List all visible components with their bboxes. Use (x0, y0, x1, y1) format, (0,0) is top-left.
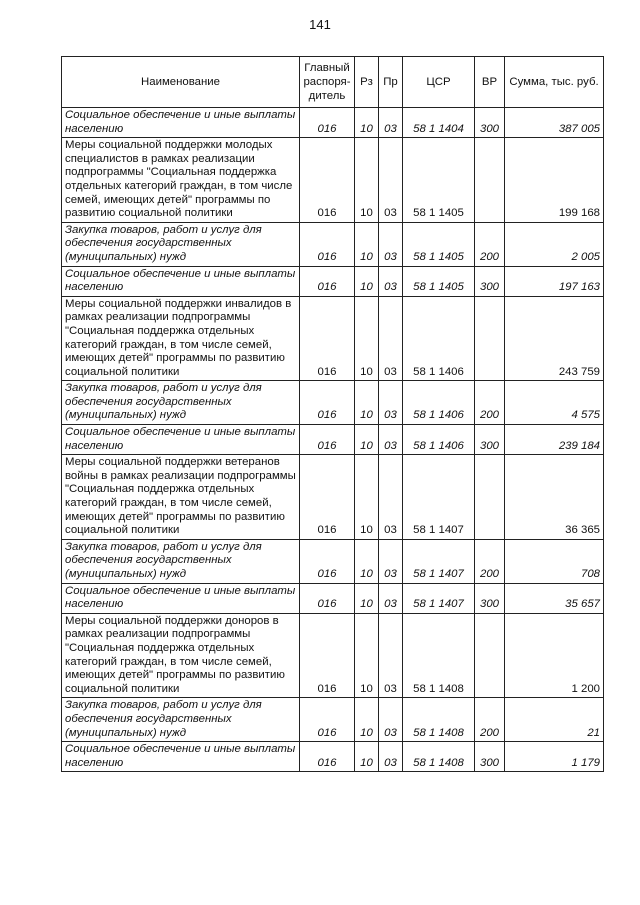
header-admin: Главный распоря-дитель (300, 57, 355, 108)
cell-sum: 36 365 (505, 455, 604, 540)
cell-pr: 03 (379, 613, 403, 698)
cell-rz: 10 (355, 296, 379, 381)
cell-vr (475, 455, 505, 540)
cell-csr: 58 1 1406 (403, 381, 475, 425)
cell-name: Меры социальной поддержки доноров в рамках реализации подпрограммы "Социальная поддержка отдельных категорий граждан, в том числе семей, имеющих детей" программы по развитию социальной политики (62, 613, 300, 698)
cell-rz: 10 (355, 222, 379, 266)
cell-pr: 03 (379, 583, 403, 613)
cell-vr (475, 613, 505, 698)
cell-sum: 199 168 (505, 138, 604, 223)
cell-name: Меры социальной поддержки инвалидов в рамках реализации подпрограммы "Социальная поддержка отдельных категорий граждан, в том числе семей, имеющих детей" программы по развитию социальной политики (62, 296, 300, 381)
cell-name: Закупка товаров, работ и услуг для обеспечения государственных (муниципальных) нужд (62, 539, 300, 583)
cell-csr: 58 1 1408 (403, 742, 475, 772)
cell-name: Социальное обеспечение и иные выплаты населению (62, 108, 300, 138)
table-row (62, 138, 604, 223)
cell-admin: 016 (300, 222, 355, 266)
header-sum: Сумма, тыс. руб. (505, 57, 604, 108)
header-row (62, 57, 604, 108)
cell-csr: 58 1 1407 (403, 583, 475, 613)
cell-name: Социальное обеспечение и иные выплаты населению (62, 266, 300, 296)
cell-vr: 200 (475, 698, 505, 742)
table-row (62, 108, 604, 138)
header-rz: Рз (355, 57, 379, 108)
cell-pr: 03 (379, 222, 403, 266)
table-row (62, 381, 604, 425)
table-body (62, 108, 604, 772)
cell-sum: 21 (505, 698, 604, 742)
cell-admin: 016 (300, 108, 355, 138)
cell-pr: 03 (379, 108, 403, 138)
cell-sum: 243 759 (505, 296, 604, 381)
cell-csr: 58 1 1408 (403, 698, 475, 742)
cell-pr: 03 (379, 381, 403, 425)
cell-admin: 016 (300, 742, 355, 772)
cell-sum: 239 184 (505, 425, 604, 455)
cell-admin: 016 (300, 539, 355, 583)
table-row (62, 583, 604, 613)
budget-table (61, 56, 604, 772)
cell-vr: 300 (475, 108, 505, 138)
table-row (62, 539, 604, 583)
cell-sum: 1 200 (505, 613, 604, 698)
cell-csr: 58 1 1408 (403, 613, 475, 698)
cell-name: Социальное обеспечение и иные выплаты населению (62, 742, 300, 772)
cell-pr: 03 (379, 266, 403, 296)
header-name: Наименование (62, 57, 300, 108)
cell-csr: 58 1 1407 (403, 455, 475, 540)
cell-pr: 03 (379, 698, 403, 742)
cell-csr: 58 1 1406 (403, 425, 475, 455)
cell-name: Закупка товаров, работ и услуг для обеспечения государственных (муниципальных) нужд (62, 381, 300, 425)
cell-vr: 300 (475, 425, 505, 455)
cell-admin: 016 (300, 296, 355, 381)
cell-csr: 58 1 1404 (403, 108, 475, 138)
cell-csr: 58 1 1405 (403, 138, 475, 223)
cell-rz: 10 (355, 583, 379, 613)
cell-admin: 016 (300, 613, 355, 698)
cell-pr: 03 (379, 296, 403, 381)
cell-sum: 708 (505, 539, 604, 583)
cell-sum: 197 163 (505, 266, 604, 296)
cell-name: Меры социальной поддержки ветеранов войны в рамках реализации подпрограммы "Социальная поддержка отдельных категорий граждан, в том числе семей, имеющих детей" программы по развитию социальной политики (62, 455, 300, 540)
cell-rz: 10 (355, 425, 379, 455)
cell-admin: 016 (300, 138, 355, 223)
cell-vr: 300 (475, 266, 505, 296)
cell-rz: 10 (355, 698, 379, 742)
cell-vr: 300 (475, 742, 505, 772)
header-csr: ЦСР (403, 57, 475, 108)
page-number: 141 (309, 17, 331, 32)
cell-vr (475, 138, 505, 223)
cell-sum: 1 179 (505, 742, 604, 772)
cell-sum: 4 575 (505, 381, 604, 425)
table-row (62, 222, 604, 266)
cell-sum: 35 657 (505, 583, 604, 613)
cell-csr: 58 1 1405 (403, 222, 475, 266)
cell-sum: 387 005 (505, 108, 604, 138)
cell-admin: 016 (300, 455, 355, 540)
cell-csr: 58 1 1405 (403, 266, 475, 296)
cell-rz: 10 (355, 138, 379, 223)
cell-rz: 10 (355, 455, 379, 540)
cell-admin: 016 (300, 583, 355, 613)
cell-name: Закупка товаров, работ и услуг для обеспечения государственных (муниципальных) нужд (62, 222, 300, 266)
cell-rz: 10 (355, 742, 379, 772)
cell-vr (475, 296, 505, 381)
table-row (62, 296, 604, 381)
cell-rz: 10 (355, 539, 379, 583)
table-row (62, 425, 604, 455)
cell-pr: 03 (379, 455, 403, 540)
cell-name: Меры социальной поддержки молодых специалистов в рамках реализации подпрограммы "Социальная поддержка отдельных категорий граждан, в том числе семей, имеющих детей" программы по развитию социальной политики (62, 138, 300, 223)
cell-rz: 10 (355, 108, 379, 138)
cell-rz: 10 (355, 613, 379, 698)
table-row (62, 266, 604, 296)
header-pr: Пр (379, 57, 403, 108)
cell-rz: 10 (355, 266, 379, 296)
cell-vr: 200 (475, 222, 505, 266)
cell-admin: 016 (300, 425, 355, 455)
table-row (62, 742, 604, 772)
cell-sum: 2 005 (505, 222, 604, 266)
cell-admin: 016 (300, 698, 355, 742)
cell-admin: 016 (300, 266, 355, 296)
cell-name: Закупка товаров, работ и услуг для обеспечения государственных (муниципальных) нужд (62, 698, 300, 742)
cell-pr: 03 (379, 539, 403, 583)
cell-name: Социальное обеспечение и иные выплаты населению (62, 583, 300, 613)
cell-pr: 03 (379, 742, 403, 772)
cell-vr: 300 (475, 583, 505, 613)
cell-name: Социальное обеспечение и иные выплаты населению (62, 425, 300, 455)
cell-admin: 016 (300, 381, 355, 425)
table-row (62, 455, 604, 540)
header-vr: ВР (475, 57, 505, 108)
cell-vr: 200 (475, 539, 505, 583)
cell-vr: 200 (475, 381, 505, 425)
cell-pr: 03 (379, 425, 403, 455)
cell-rz: 10 (355, 381, 379, 425)
table-row (62, 613, 604, 698)
cell-pr: 03 (379, 138, 403, 223)
cell-csr: 58 1 1406 (403, 296, 475, 381)
table-row (62, 698, 604, 742)
cell-csr: 58 1 1407 (403, 539, 475, 583)
